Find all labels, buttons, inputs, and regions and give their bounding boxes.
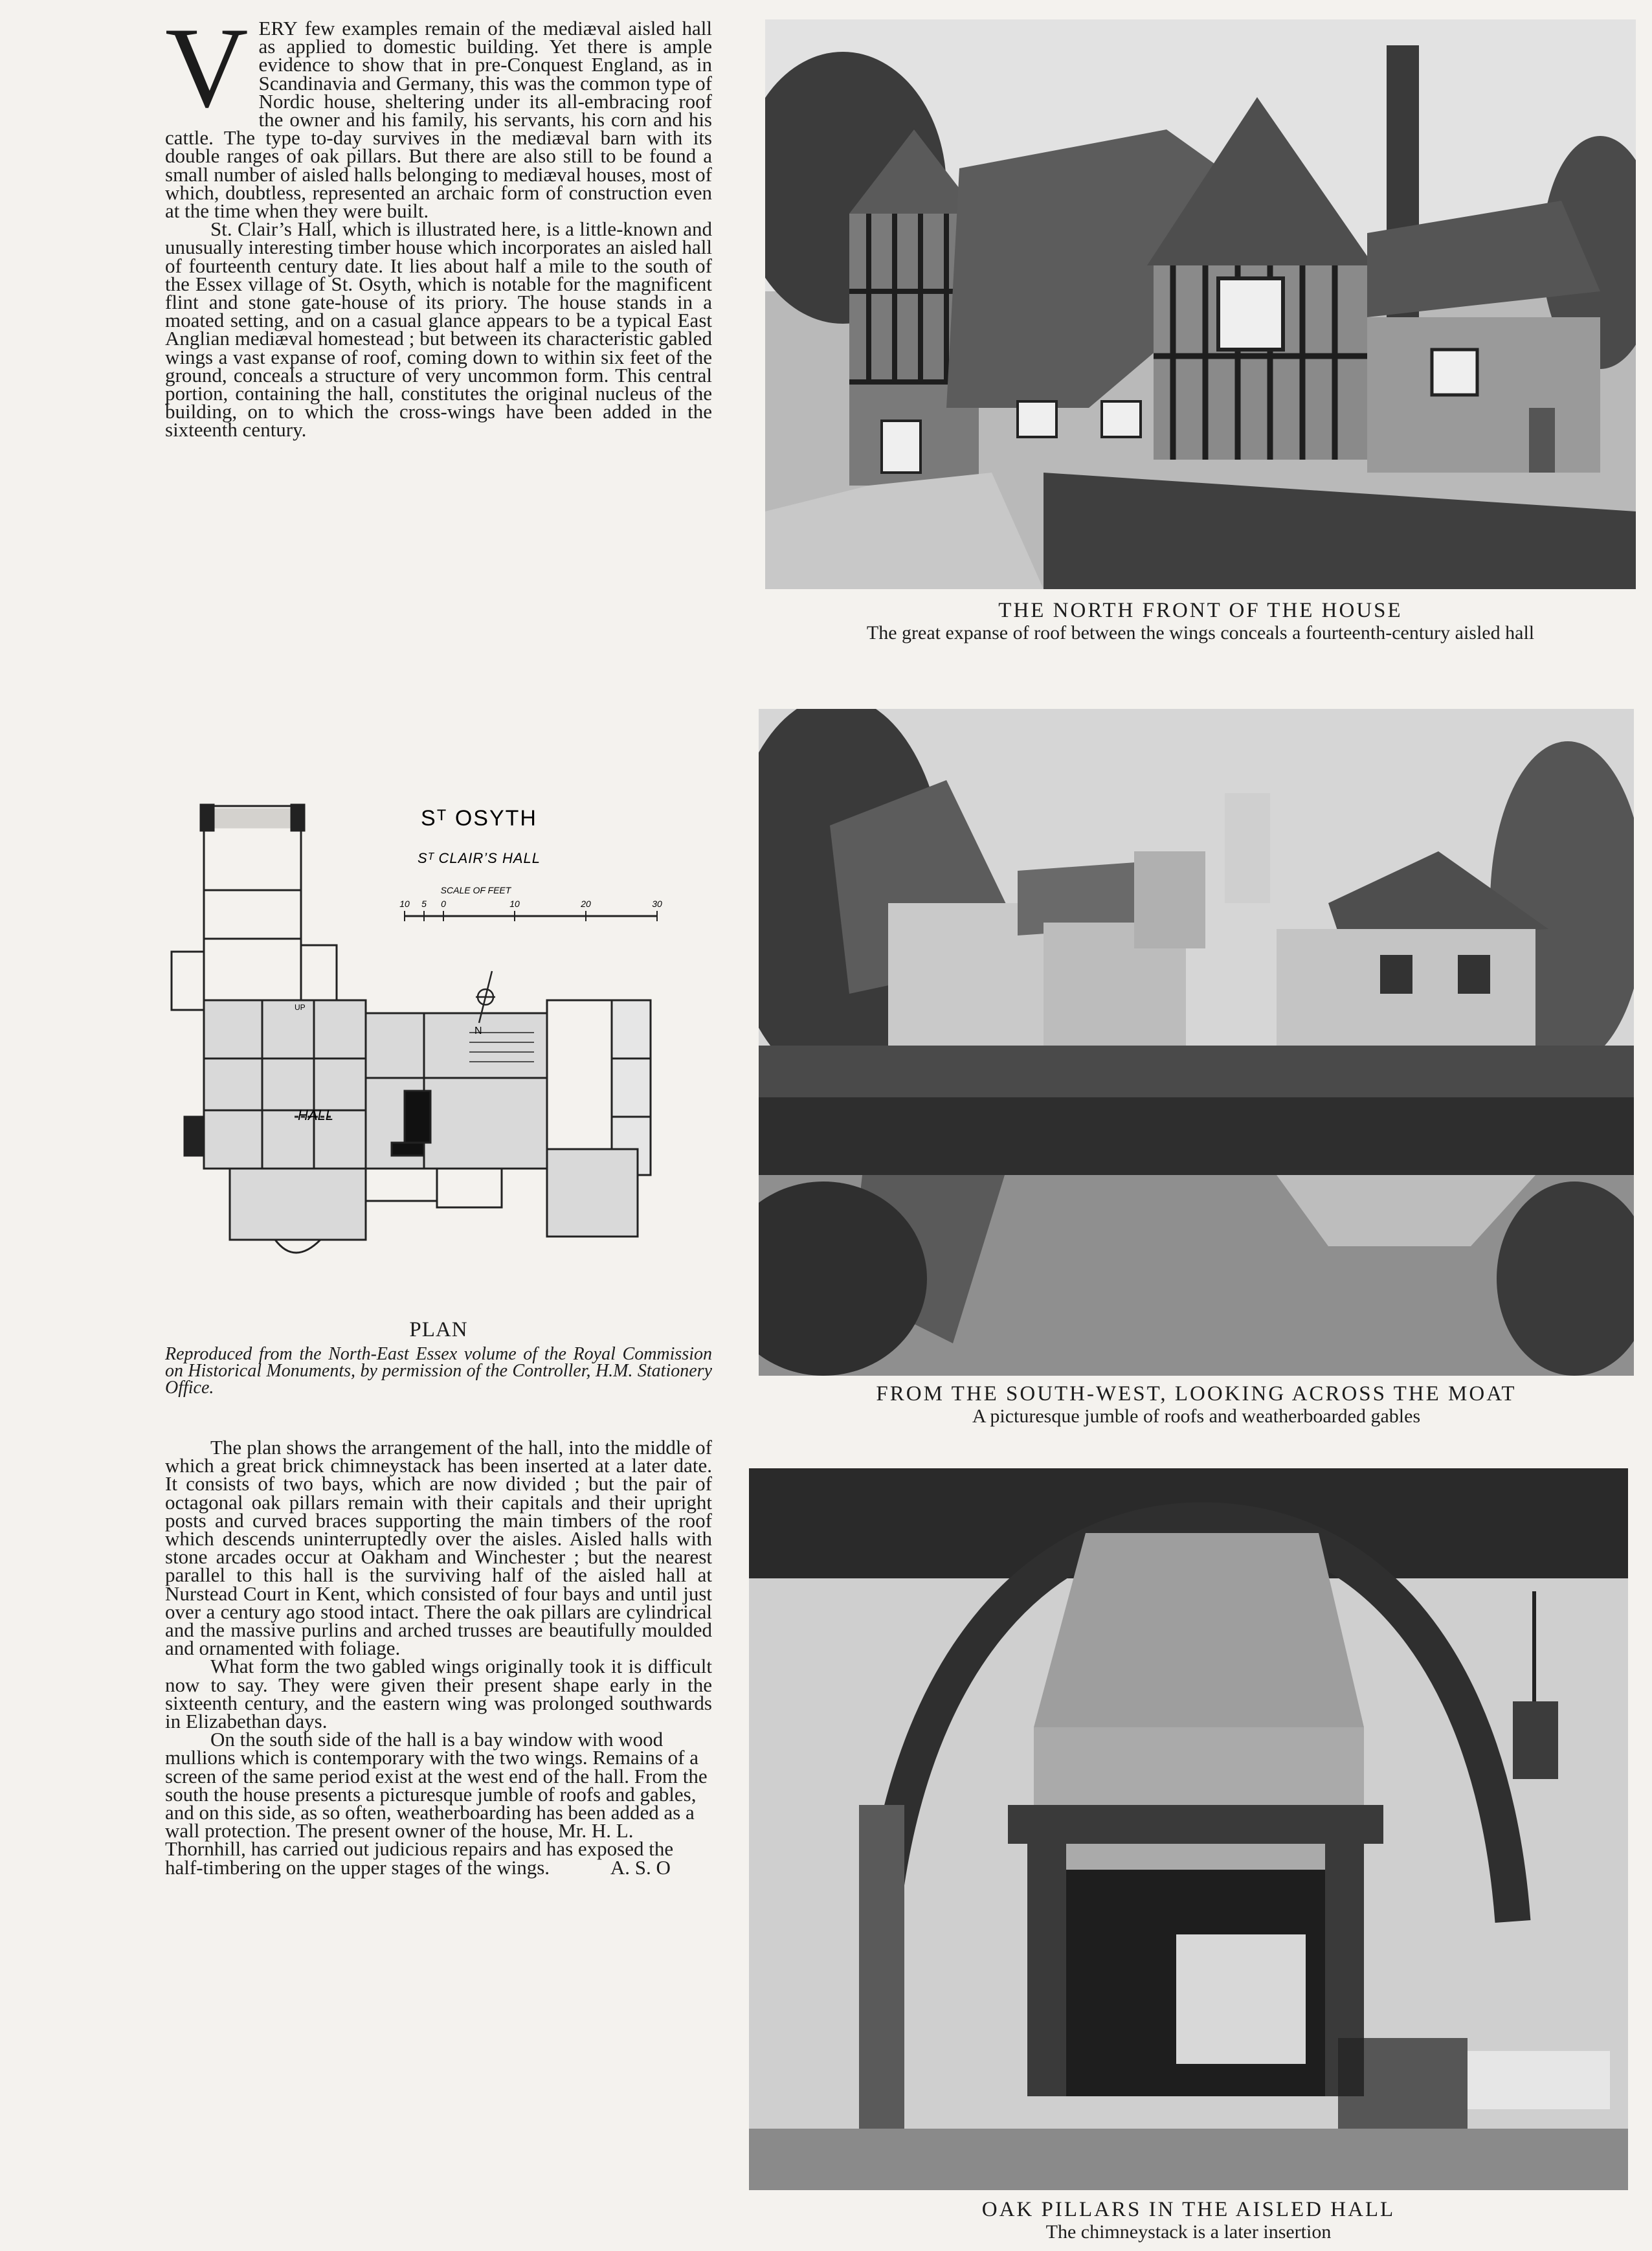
plan-title: PLAN [409, 1318, 468, 1341]
floor-plan-drawing [165, 787, 712, 1324]
scale-tick-label: 5 [421, 899, 427, 909]
floor-plan-figure [165, 787, 712, 1324]
plan-heading: Sᵀ OSYTH [421, 806, 537, 831]
photo-north-front [765, 19, 1636, 589]
photo-aisled-hall-interior [749, 1468, 1628, 2190]
plan-credit: Reproduced from the North-East Essex volume of the Royal Commission on Historical Monuments, by permission of the Controller, H.M. Stationery Office. [165, 1344, 712, 1398]
up-label: UP [295, 1003, 306, 1012]
scale-tick-label: 30 [652, 899, 662, 909]
lead-word: ERY [258, 17, 298, 39]
article-paragraph-3: The plan shows the arrangement of the hall, into the middle of which a great brick chimneystack has been inserted at a later date. It consists of two bays, which are now divided ; but the pair of octagonal oak pillars remain with their capitals and their upright posts and curved braces supporting the main timbers of the roof which descends uninterruptedly over the aisles. Aisled halls with stone arcades occur at Oakham and Winchester ; but the nearest parallel to this hall is the surviving half of the aisled hall at Nurstead Court in Kent, which consisted of four bays and until just over a century ago stood intact. There the oak pillars are cylindrical and the massive purlins and arched trusses are beautifully moulded and ornamented with foliage. [165, 1436, 712, 1660]
caption-subtitle: The great expanse of roof between the wings conceals a fourteenth-century aisled hall [866, 622, 1535, 644]
scale-bar [405, 911, 657, 921]
caption-subtitle: A picturesque jumble of roofs and weatherboarded gables [972, 1405, 1421, 1427]
caption-title: OAK PILLARS IN THE AISLED HALL [981, 2198, 1396, 2221]
plan-subheading: Sᵀ CLAIR’S HALL [417, 850, 541, 866]
caption-title: THE NORTH FRONT OF THE HOUSE [998, 599, 1403, 622]
paragraph-text: few examples remain of the mediæval aisled hall as applied to domestic building. Yet there is ample evidence to show that in pre-Conquest England, as in Scandinavia and Germany, this was the common type of Nordic house, sheltering under its all-embracing roof the owner and his family, his servants, his corn and his cattle. The type to-day survives in the mediæval barn with its double ranges of oak pillars. But there are also still to be found a small number of aisled halls belonging to mediæval houses, most of which, doubtless, represented an archaic form of construction even at the time when they were built. [165, 17, 712, 223]
photo-south-west [759, 709, 1634, 1376]
photo-aisled-hall-caption [749, 2198, 1628, 2243]
photo-north-front-caption [765, 599, 1636, 644]
north-label: N [474, 1025, 482, 1036]
drop-cap: V [165, 3, 249, 131]
scale-label: SCALE OF FEET [440, 885, 511, 895]
photo-south-west-caption [759, 1382, 1634, 1427]
caption-subtitle: The chimneystack is a later insertion [1045, 2221, 1332, 2243]
signature: A. S. O [610, 1855, 671, 1879]
scale-tick-label: 10 [399, 899, 410, 909]
plan-caption [165, 1318, 712, 1396]
article-paragraph-1 [165, 3, 712, 223]
caption-title: FROM THE SOUTH-WEST, LOOKING ACROSS THE MOAT [876, 1382, 1517, 1405]
paragraph-text: On the south side of the hall is a bay window with wood mullions which is contemporary with the two wings. Remains of a screen of the same period exist at the west end of the hall. From the south the house presents a picturesque jumble of roofs and gables, and on this side, as so often, weatherboarding has been added as a wall protection. The present owner of the house, Mr. H. L. Thornhill, has carried out judicious repairs and has exposed the half-timbering on the upper stages of the wings. [165, 1728, 708, 1879]
article-paragraph-4: What form the two gabled wings originally took it is difficult now to say. They were given their present shape early in the sixteenth century, and the eastern wing was prolonged southwards in Elizabethan days. [165, 1655, 712, 1733]
article-paragraph-5 [165, 1730, 712, 1877]
article-paragraph-2: St. Clair’s Hall, which is illustrated here, is a little-known and unusually interesting timber house which incorporates an aisled hall of fourteenth century date. It lies about half a mile to the south of the Essex village of St. Osyth, which is notable for the magnificent flint and stone gate-house of its priory. The house stands in a moated setting, and on a casual glance appears to be a typical East Anglian mediæval homestead ; but between its characteristic gabled wings a vast expanse of roof, coming down to within six feet of the ground, conceals a structure of very uncommon form. This central portion, containing the hall, constitutes the original nucleus of the building, on to which the cross-wings have been added in the sixteenth century. [165, 218, 712, 442]
article-column-top [165, 3, 712, 442]
scale-tick-label: 10 [509, 899, 520, 909]
article-column-bottom [165, 1436, 712, 1879]
scale-tick-label: 20 [581, 899, 591, 909]
scale-tick-label: 0 [441, 899, 446, 909]
hall-label: HALL [298, 1107, 334, 1123]
